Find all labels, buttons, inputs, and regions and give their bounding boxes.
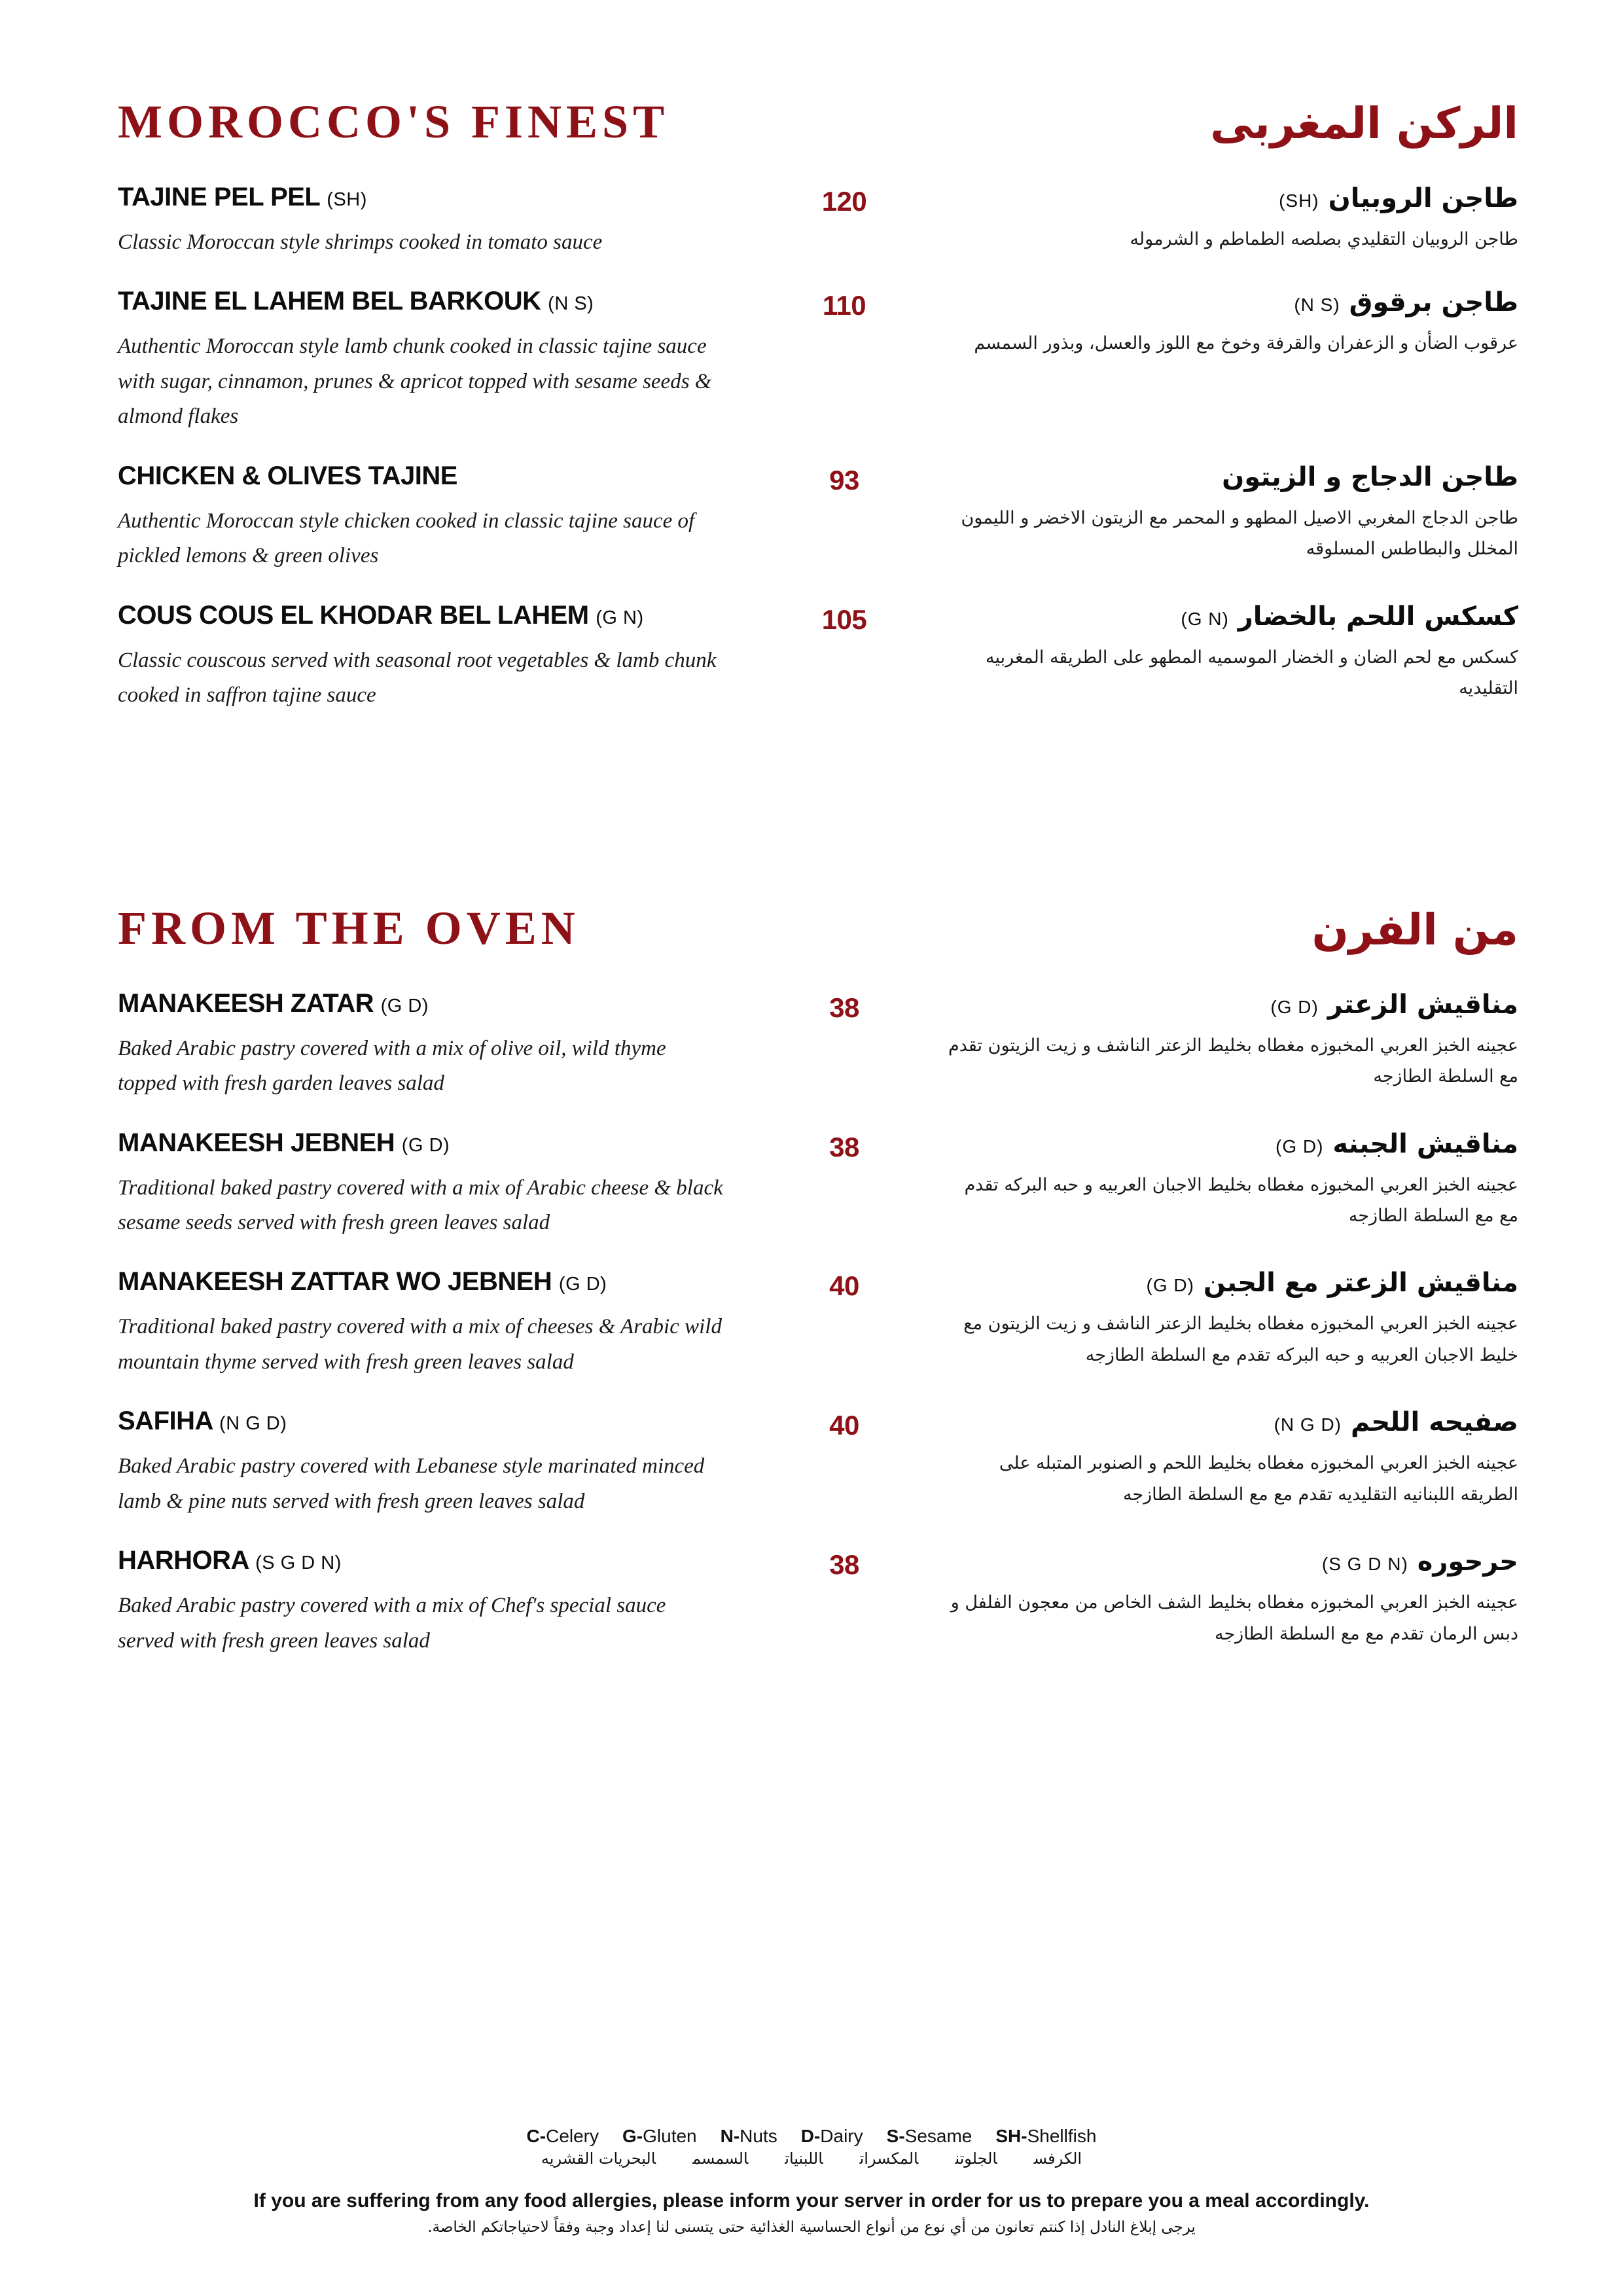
- item-arabic: [942, 1268, 1518, 1380]
- item-price: 38: [829, 1549, 859, 1581]
- item-name-en: TAJINE PEL PEL (SH): [118, 183, 367, 211]
- menu-item: [118, 990, 1518, 1102]
- menu-item: [118, 287, 1518, 434]
- section-header: [118, 96, 1518, 149]
- menu-item: [118, 1407, 1518, 1519]
- allergen-code: G-: [622, 2126, 643, 2146]
- item-description-en: Classic Moroccan style shrimps cooked in tomato sauce: [118, 230, 603, 254]
- section-title-ar: الركن المغربى: [1210, 98, 1518, 149]
- item-name-en: HARHORA (S G D N): [118, 1546, 342, 1575]
- item-english: [118, 183, 746, 260]
- allergen-code: N-: [720, 2126, 740, 2146]
- item-description-ar: طاجن الدجاج المغربي الاصيل المطهو و المحمر مع الزيتون الاخضر و الليمون المخلل والبطاطس المسلوقه: [961, 507, 1518, 560]
- item-name-ar: صفيحه اللحم (N G D): [1274, 1407, 1518, 1438]
- item-name-ar: مناقيش الزعتر مع الجبن (G D): [1146, 1268, 1518, 1299]
- item-allergens-en: (N S): [548, 293, 594, 315]
- item-arabic: [942, 990, 1518, 1102]
- item-price: 120: [821, 186, 867, 217]
- item-english: [118, 1129, 746, 1241]
- item-description-en: Traditional baked pastry covered with a mix of cheeses & Arabic wild mountain thyme served with fresh green leaves salad: [118, 1315, 722, 1374]
- item-description-ar: طاجن الروبيان التقليدي بصلصه الطماطم و الشرموله: [1130, 229, 1518, 249]
- item-description-ar: عرقوب الضأن و الزعفران والقرفة وخوخ مع اللوز والعسل، وبذور السمسم: [974, 333, 1518, 354]
- menu-item: [118, 1129, 1518, 1241]
- menu-item: [118, 601, 1518, 713]
- item-name-en: TAJINE EL LAHEM BEL BARKOUK (N S): [118, 287, 594, 316]
- allergy-note-ar: يرجى إبلاغ النادل إذا كنتم تعانون من أي نوع من أنواع الحساسية الغذائية حتى يتسنى لنا إعداد وجبة وفقاً لاحتياجاتكم الخاصة.: [427, 2219, 1196, 2236]
- item-price-cell: [746, 990, 942, 1102]
- allergen-pair-sesame: S-Sesame: [886, 2126, 972, 2146]
- item-allergens-en: (G N): [596, 607, 644, 628]
- item-price-cell: [746, 1268, 942, 1380]
- allergen-legend-ar: [0, 2149, 1623, 2168]
- item-name-ar: كسكس اللحم بالخضار (G N): [1181, 601, 1518, 632]
- item-price-cell: [746, 183, 942, 260]
- item-price-cell: [746, 601, 942, 713]
- item-description-ar: عجينه الخبز العربي المخبوزه مغطاه بخليط الزعتر الناشف و زيت الزيتون تقدم مع السلطة الطازجه: [948, 1035, 1518, 1086]
- item-allergens-en: (G D): [401, 1134, 450, 1156]
- item-english: [118, 601, 746, 713]
- item-description-en: Traditional baked pastry covered with a mix of Arabic cheese & black sesame seeds served with fresh green leaves salad: [118, 1175, 723, 1234]
- item-english: [118, 1407, 746, 1519]
- item-allergens-ar: (G D): [1270, 996, 1319, 1017]
- item-arabic: [942, 462, 1518, 574]
- item-price: 38: [829, 992, 859, 1023]
- item-arabic: [942, 601, 1518, 713]
- item-price: 93: [829, 464, 859, 495]
- item-description-ar: عجينه الخبز العربي المخبوزه مغطاه بخليط الاجبان العربيه و حبه البركه تقدم مع مع السلطة الطازجه: [964, 1174, 1518, 1226]
- item-price-cell: [746, 1547, 942, 1659]
- allergen-code: C-: [526, 2126, 546, 2146]
- item-allergens-en: (SH): [327, 189, 367, 210]
- item-price-cell: [746, 1129, 942, 1241]
- item-description-en: Classic couscous served with seasonal root vegetables & lamb chunk cooked in saffron tajine sauce: [118, 648, 717, 708]
- item-allergens-ar: (G D): [1275, 1136, 1324, 1157]
- item-arabic: [942, 183, 1518, 260]
- menu-item: [118, 183, 1518, 260]
- item-name-ar: حرحوره (S G D N): [1321, 1547, 1518, 1577]
- item-allergens-ar: (N S): [1294, 295, 1340, 315]
- section-title-en: FROM THE OVEN: [118, 901, 580, 954]
- allergen-label-ar-sesame: السمسم: [692, 2149, 749, 2168]
- section-title-en: MOROCCO'S FINEST: [118, 96, 669, 148]
- item-english: [118, 1547, 746, 1659]
- allergen-pair-dairy: D-Dairy: [800, 2126, 863, 2146]
- item-description-en: Baked Arabic pastry covered with Lebanese style marinated minced lamb & pine nuts served with fresh green leaves salad: [118, 1454, 705, 1513]
- item-name-ar: طاجن الدجاج و الزيتون: [1222, 461, 1518, 492]
- allergen-code: D-: [800, 2126, 821, 2146]
- section-spacer: [118, 741, 1518, 905]
- item-price: 40: [829, 1410, 859, 1441]
- item-name-en: MANAKEESH JEBNEH (G D): [118, 1128, 450, 1157]
- allergen-code: S-: [886, 2126, 905, 2146]
- item-description-ar: كسكس مع لحم الضان و الخضار الموسميه المطهو على الطريقه المغربيه التقليديه: [985, 647, 1518, 698]
- item-description-en: Authentic Moroccan style lamb chunk cooked in classic tajine sauce with sugar, cinnamon, prunes & apricot topped with sesame seeds & almond flakes: [118, 334, 712, 429]
- item-name-en: MANAKEESH ZATTAR WO JEBNEH (G D): [118, 1267, 607, 1297]
- item-name-en: MANAKEESH ZATAR (G D): [118, 988, 429, 1018]
- item-allergens-ar: (N G D): [1274, 1414, 1342, 1435]
- item-name-ar: طاجن برقوق (N S): [1294, 287, 1518, 318]
- item-arabic: [942, 1407, 1518, 1519]
- item-description-ar: عجينه الخبز العربي المخبوزه مغطاه بخليط اللحم و الصنوبر المتبله على الطريقه اللبنانيه التقليديه تقدم مع مع السلطة الطازجه: [999, 1453, 1518, 1505]
- item-description-en: Authentic Moroccan style chicken cooked in classic tajine sauce of pickled lemons & green olives: [118, 509, 695, 568]
- item-price: 38: [829, 1131, 859, 1162]
- item-allergens-ar: (S G D N): [1321, 1554, 1408, 1575]
- item-arabic: [942, 287, 1518, 434]
- allergen-label-ar-gluten: الجلوتن: [955, 2149, 997, 2168]
- item-description-en: Baked Arabic pastry covered with a mix of Chef's special sauce served with fresh green leaves salad: [118, 1594, 666, 1653]
- item-allergens-en: (N G D): [219, 1413, 287, 1435]
- allergen-footer: [0, 2126, 1623, 2236]
- item-english: [118, 462, 746, 574]
- item-price: 110: [822, 290, 866, 321]
- section-moroccos-finest: [118, 98, 1518, 713]
- item-allergens-ar: (G N): [1181, 608, 1229, 629]
- item-allergens-en: (G D): [558, 1274, 607, 1295]
- item-description-ar: عجينه الخبز العربي المخبوزه مغطاه بخليط الزعتر الناشف و زيت الزيتون مع خليط الاجبان العربيه و حبه البركه تقدم مع السلطة الطازجه: [963, 1314, 1518, 1365]
- item-name-ar: مناقيش الجبنه (G D): [1275, 1128, 1518, 1159]
- item-arabic: [942, 1547, 1518, 1659]
- item-allergens-ar: (G D): [1146, 1275, 1194, 1296]
- item-name-ar: مناقيش الزعتر (G D): [1270, 989, 1518, 1020]
- item-price-cell: [746, 462, 942, 574]
- item-allergens-en: (S G D N): [255, 1552, 342, 1574]
- allergen-pair-shellfish: SH-Shellfish: [995, 2126, 1097, 2146]
- allergen-legend-en: [0, 2126, 1623, 2147]
- allergen-label-ar-shellfish: البحريات القشريه: [541, 2149, 656, 2168]
- item-description-ar: عجينه الخبز العربي المخبوزه مغطاه بخليط الشف الخاص من معجون الفلفل و دبس الرمان تقدم مع مع السلطة الطازجه: [950, 1592, 1518, 1644]
- item-price-cell: [746, 287, 942, 434]
- menu-item: [118, 1547, 1518, 1659]
- allergen-code: SH-: [995, 2126, 1027, 2146]
- item-price: 40: [829, 1270, 859, 1302]
- item-price-cell: [746, 1407, 942, 1519]
- allergen-pair-celery: C-Celery: [526, 2126, 599, 2146]
- item-name-en: SAFIHA (N G D): [118, 1407, 287, 1436]
- item-arabic: [942, 1129, 1518, 1241]
- section-title-ar: من الفرن: [1311, 904, 1518, 955]
- item-allergens-ar: (SH): [1279, 190, 1319, 211]
- allergen-label-ar-nuts: المكسرات: [859, 2149, 919, 2168]
- allergen-label-ar-celery: الكرفس: [1033, 2149, 1082, 2168]
- section-from-the-oven: [118, 901, 1518, 1659]
- item-english: [118, 990, 746, 1102]
- item-name-ar: طاجن الروبيان (SH): [1279, 183, 1518, 213]
- allergen-pair-gluten: G-Gluten: [622, 2126, 697, 2146]
- item-english: [118, 287, 746, 434]
- item-description-en: Baked Arabic pastry covered with a mix of olive oil, wild thyme topped with fresh garden leaves salad: [118, 1036, 666, 1096]
- item-allergens-en: (G D): [380, 995, 429, 1016]
- allergen-label-ar-dairy: اللبنيات: [785, 2149, 823, 2168]
- section-header: [118, 901, 1518, 955]
- item-name-en: COUS COUS EL KHODAR BEL LAHEM (G N): [118, 600, 644, 630]
- allergy-note-en: If you are suffering from any food allergies, please inform your server in order for us to prepare you a meal accordingly.: [253, 2190, 1370, 2212]
- item-name-en: CHICKEN & OLIVES TAJINE: [118, 461, 457, 490]
- allergen-pair-nuts: N-Nuts: [720, 2126, 777, 2146]
- menu-item: [118, 1268, 1518, 1380]
- item-price: 105: [821, 603, 867, 635]
- item-english: [118, 1268, 746, 1380]
- menu-item: [118, 462, 1518, 574]
